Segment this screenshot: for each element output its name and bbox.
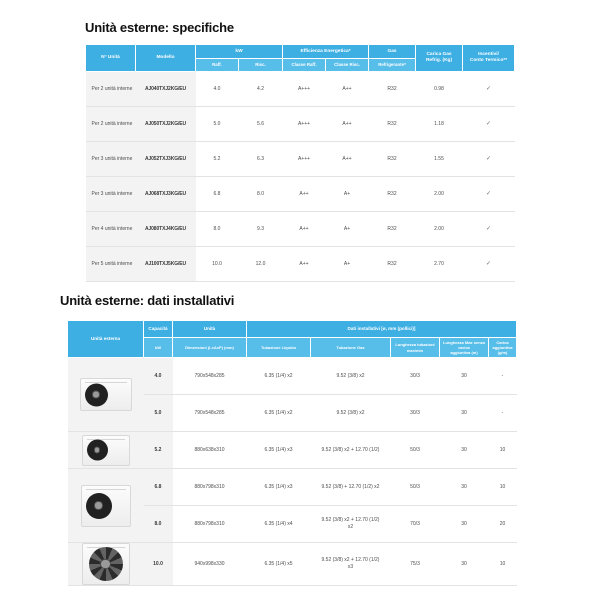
cell-additional-charge: - [489,358,517,395]
cell-kw-raff: 4.0 [196,72,239,107]
col-header-efficienza-energetica: Efficienza Energetica* [283,45,369,59]
cell-liquid-pipe: 6.35 (1/4) x2 [247,395,311,432]
table-row [86,142,515,177]
cell-model: AJ052TXJ3KG/EU [136,142,196,177]
lunghezza-max-line1: Lunghezza Max senza carica [443,339,485,350]
carica-agg-line2: (g/m) [497,350,508,356]
lunghezza-max-line2: aggiuntiva (m) [450,350,478,356]
cell-pipe-length-max-min: 70/3 [391,506,440,543]
cell-carica-gas: 2.00 [416,177,463,212]
cell-kw-raff: 6.8 [196,177,239,212]
specs-table-body [86,72,515,282]
cell-classe-raff: A+++ [283,72,326,107]
cell-gas-pipe: 9.52 (3/8) x2 + 12.70 (1/2) x2 [311,506,391,543]
cell-gas-refrigerante: R32 [369,107,416,142]
cell-dimensions: 880x638x310 [173,432,247,469]
cell-liquid-pipe: 6.35 (1/4) x2 [247,358,311,395]
cell-dimensions: 790x548x285 [173,395,247,432]
cell-model: AJ100TXJ5KG/EU [136,247,196,282]
cell-model: AJ050TXJ2KG/EU [136,107,196,142]
cell-incentivo-check: ✓ [463,72,515,107]
table-row [68,432,517,469]
outdoor-unit-image [82,435,130,466]
cell-units: Per 3 unità interne [86,177,136,212]
cell-kw-raff: 10.0 [196,247,239,282]
outdoor-unit-image-cell [68,543,144,586]
cell-gas-pipe: 9.52 (3/8) x2 + 12.70 (1/2) [311,432,391,469]
cell-liquid-pipe: 6.35 (1/4) x3 [247,432,311,469]
cell-gas-refrigerante: R32 [369,177,416,212]
cell-classe-risc: A+ [326,247,369,282]
fan-hub-icon [92,391,99,398]
cell-dimensions: 880x798x310 [173,506,247,543]
section-title-specifiche: Unità esterne: specifiche [85,20,234,35]
cell-gas-refrigerante: R32 [369,247,416,282]
cell-gas-refrigerante: R32 [369,72,416,107]
cell-kw-raff: 5.2 [196,142,239,177]
cell-carica-gas: 1.55 [416,142,463,177]
cell-incentivo-check: ✓ [463,107,515,142]
col-header-dimensioni: Dimensioni (LxAxP) (mm) [173,338,247,358]
cell-model: AJ080TXJ4KG/EU [136,212,196,247]
fan-icon [87,440,108,461]
col-header-raff: Raff. [196,59,239,72]
lunghezza-line1: Lunghezza tubazioni [395,342,435,348]
col-header-lunghezza-tubazioni [391,338,440,358]
col-header-carica-aggiuntiva [489,338,517,358]
col-header-kw: kW [196,45,283,59]
cell-capacity: 5.0 [144,395,173,432]
cell-pipe-length-max-min: 75/3 [391,543,440,586]
cell-max-length-no-charge: 30 [440,506,489,543]
carica-agg-line1: Carica aggiuntiva [492,339,513,350]
col-header-n-unita: N° Unità [86,45,136,72]
table-row [86,177,515,212]
cell-gas-refrigerante: R32 [369,142,416,177]
col-header-classe-raff: Classe Raff. [283,59,326,72]
cell-classe-raff: A+++ [283,142,326,177]
col-header-risc: Risc. [239,59,283,72]
cell-capacity: 4.0 [144,358,173,395]
cell-max-length-no-charge: 30 [440,395,489,432]
cell-classe-risc: A+ [326,177,369,212]
cell-gas-pipe: 9.52 (3/8) x2 [311,358,391,395]
col-header-tubazione-liquido: Tubazione Liquido [247,338,311,358]
col-header-refrigerante: Refrigerante* [369,59,416,72]
cell-carica-gas: 0.98 [416,72,463,107]
cell-capacity: 10.0 [144,543,173,586]
cell-pipe-length-max-min: 30/3 [391,395,440,432]
cell-kw-risc: 5.6 [239,107,283,142]
col-header-classe-risc: Classe Risc. [326,59,369,72]
cell-gas-refrigerante: R32 [369,212,416,247]
col-header-incentivi [463,45,515,72]
cell-capacity: 5.2 [144,432,173,469]
fan-icon [89,547,123,581]
cell-max-length-no-charge: 30 [440,469,489,506]
cell-pipe-length-max-min: 50/3 [391,469,440,506]
cell-dimensions: 940x998x330 [173,543,247,586]
carica-gas-line1: Carica Gas [426,51,452,57]
lunghezza-line2: max/min [406,347,424,353]
cell-model: AJ068TXJ3KG/EU [136,177,196,212]
cell-kw-risc: 9.3 [239,212,283,247]
outdoor-unit-image-cell [68,469,144,543]
cell-carica-gas: 2.70 [416,247,463,282]
cell-classe-risc: A++ [326,72,369,107]
col-header-modello: Modello [136,45,196,72]
cell-classe-raff: A+++ [283,107,326,142]
cell-kw-raff: 5.0 [196,107,239,142]
cell-incentivo-check: ✓ [463,177,515,212]
cell-classe-raff: A++ [283,247,326,282]
col-header-unita: Unità [173,321,247,338]
table-row [68,543,517,586]
carica-gas-line2: Refrig. (Kg) [425,58,453,63]
cell-pipe-length-max-min: 50/3 [391,432,440,469]
table-row [86,247,515,282]
cell-additional-charge: 10 [489,469,517,506]
cell-kw-risc: 12.0 [239,247,283,282]
cell-gas-pipe: 9.52 (3/8) + 12.70 (1/2) x2 [311,469,391,506]
cell-units: Per 4 unità interne [86,212,136,247]
cell-additional-charge: 20 [489,506,517,543]
install-table [67,320,517,586]
section-title-dati-installativi: Unità esterne: dati installativi [60,293,235,308]
col-header-lunghezza-max [440,338,489,358]
table-row [86,107,515,142]
cell-additional-charge: - [489,395,517,432]
outdoor-unit-image [80,378,132,411]
col-header-capacita: Capacità [144,321,173,338]
col-header-dati-installativi: Dati installativi [ø, mm (pollici)] [247,321,517,338]
cell-dimensions: 880x798x310 [173,469,247,506]
cell-max-length-no-charge: 30 [440,543,489,586]
cell-kw-risc: 6.3 [239,142,283,177]
cell-dimensions: 790x548x285 [173,358,247,395]
cell-max-length-no-charge: 30 [440,358,489,395]
outdoor-unit-image [81,485,131,527]
fan-hub-icon [100,559,111,570]
cell-max-length-no-charge: 30 [440,432,489,469]
cell-incentivo-check: ✓ [463,247,515,282]
cell-gas-pipe: 9.52 (3/8) x2 + 12.70 (1/2) x3 [311,543,391,586]
cell-carica-gas: 1.18 [416,107,463,142]
cell-kw-risc: 8.0 [239,177,283,212]
cell-liquid-pipe: 6.35 (1/4) x5 [247,543,311,586]
cell-capacity: 6.8 [144,469,173,506]
cell-incentivo-check: ✓ [463,212,515,247]
cell-incentivo-check: ✓ [463,142,515,177]
cell-classe-raff: A++ [283,212,326,247]
cell-classe-risc: A++ [326,142,369,177]
cell-model: AJ040TXJ2KG/EU [136,72,196,107]
fan-icon [85,383,108,406]
cell-units: Per 3 unità interne [86,142,136,177]
cell-kw-risc: 4.2 [239,72,283,107]
fan-hub-icon [94,501,102,509]
cell-kw-raff: 8.0 [196,212,239,247]
cell-additional-charge: 10 [489,432,517,469]
incentivi-line2: Conto Termico** [469,58,508,63]
col-header-unita-esterna: Unità esterna [68,321,144,358]
cell-liquid-pipe: 6.35 (1/4) x3 [247,469,311,506]
cell-pipe-length-max-min: 30/3 [391,358,440,395]
col-header-tubazione-gas: Tubazione Gas [311,338,391,358]
cell-units: Per 2 unità interne [86,72,136,107]
cell-classe-risc: A++ [326,107,369,142]
table-row [68,469,517,506]
outdoor-unit-image [82,543,130,585]
cell-capacity: 8.0 [144,506,173,543]
cell-classe-raff: A++ [283,177,326,212]
col-header-gas: Gas [369,45,416,59]
outdoor-unit-image-cell [68,358,144,432]
incentivi-line1: Incentivi/ [478,51,499,57]
fan-icon [86,493,112,519]
cell-gas-pipe: 9.52 (3/8) x2 [311,395,391,432]
outdoor-unit-image-cell [68,432,144,469]
specs-table [85,44,515,282]
cell-liquid-pipe: 6.35 (1/4) x4 [247,506,311,543]
col-header-kw2: kW [144,338,173,358]
table-row [68,358,517,395]
table-row [86,72,515,107]
col-header-carica-gas [416,45,463,72]
cell-units: Per 2 unità interne [86,107,136,142]
install-table-body [68,358,517,586]
table-row [86,212,515,247]
cell-additional-charge: 10 [489,543,517,586]
cell-units: Per 5 unità interne [86,247,136,282]
cell-carica-gas: 2.00 [416,212,463,247]
cell-classe-risc: A+ [326,212,369,247]
fan-hub-icon [94,447,101,454]
